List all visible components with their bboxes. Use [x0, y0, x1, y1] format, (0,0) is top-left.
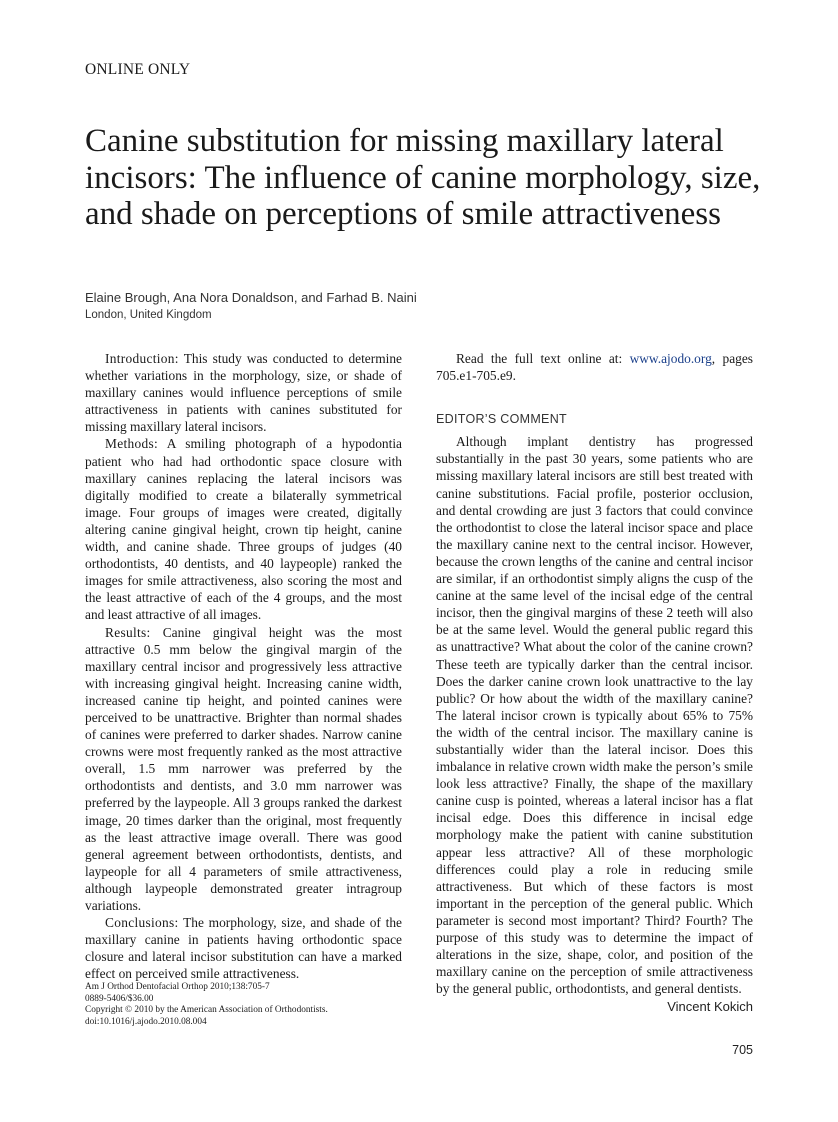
editor-signature: Vincent Kokich — [667, 999, 753, 1015]
abstract — [85, 350, 402, 982]
copyright: Copyright © 2010 by the American Association of Orthodontists. — [85, 1005, 328, 1016]
abstract-conclusions — [85, 914, 402, 982]
doi: doi:10.1016/j.ajodo.2010.08.004 — [85, 1016, 207, 1027]
issn: 0889-5406/$36.00 — [85, 993, 154, 1004]
article-title: Canine substitution for missing maxillary lateral incisors: The influence of canine morphology, size, and shade on perceptions of smile attractiveness — [85, 123, 761, 232]
citation: Am J Orthod Dentofacial Orthop 2010;138:705-7 — [85, 982, 270, 992]
section-label: ONLINE ONLY — [85, 61, 191, 78]
abstract-methods — [85, 435, 402, 623]
abstract-introduction — [85, 350, 402, 435]
editors-comment-body: Although implant dentistry has progressed substantially in the past 30 years, some patients who are missing maxillary lateral incisors are still best treated with canine substitutions. Facial profile, posterior occlusion, and dental crowding are just 3 factors that could convince the orthodontist to close the lateral incisor space and place the maxillary canine next to the central incisor. However, because the crown lengths of the canine and central incisor are similar, if an orthodontist simply aligns the cusp of the canine at the same level of the incisal edge of the central incisor, then the gingival margins of these 2 teeth will also be at the same level. Would the general public regard this as unattractive? What about the color of the canine crown? These teeth are typically darker than the central incisor. Does the darker canine crown look unattractive to the lay public? Or how about the width of the maxillary canine? The lateral incisor crown is typically about 65% to 75% the width of the central incisor. The maxillary canine is substantially wider than the lateral incisor. Does this imbalance in relative crown width make the person’s smile look less attractive? Finally, the shape of the maxillary canine cusp is pointed, whereas a lateral incisor has a flat incisal edge. Does this difference in incisal edge morphology make the patient with canine substitution appear less attractive? All of these morphologic differences could play a role in reducing smile attractiveness. But which of these factors is most important in the perception of the general public. Which parameter is second most important? Third? Fourth? The purpose of this study was to determine the impact of alterations in the size, shape, color, and position of the maxillary canine on the perception of smile attractiveness by the general public, orthodontists, and general dentists. — [436, 434, 753, 997]
read-full-prefix: Read the full text online at: — [456, 351, 630, 366]
authors: Elaine Brough, Ana Nora Donaldson, and Farhad B. Naini — [85, 290, 417, 305]
abstract-results — [85, 624, 402, 915]
abstract-label-introduction: Introduction: — [105, 351, 179, 366]
page-number: 705 — [732, 1043, 753, 1057]
affiliation: London, United Kingdom — [85, 309, 212, 321]
abstract-text-methods: A smiling photograph of a hypodontia patient who had had orthodontic space closure with maxillary canines replacing the lateral incisors was digitally modified to create a bilaterally symmetrical image. Four groups of images were created, digitally altering canine gingival height, crown tip height, canine width, and canine shade. Three groups of judges (40 orthodontists, 40 dentists, and 40 laypeople) ranked the images for smile attractiveness, also scoring the most and the least attractive of each of the 4 groups, and the most and least attractive of all images. — [85, 436, 402, 623]
editors-comment-heading: EDITOR’S COMMENT — [436, 412, 567, 427]
abstract-label-conclusions: Conclusions: — [105, 915, 179, 931]
abstract-text-introduction: This study was conducted to determine whether variations in the morphology, size, or shade of maxillary canines would influence perceptions of smile attractiveness in patients with canines substituted for missing maxillary lateral incisors. — [85, 351, 402, 435]
read-full-text — [436, 350, 753, 384]
abstract-label-methods: Methods: — [105, 436, 158, 452]
journal-link[interactable]: www.ajodo.org — [629, 351, 712, 366]
abstract-text-conclusions: The morphology, size, and shade of the maxillary canine in patients having orthodontic space closure and lateral incisor substitution can have a marked effect on perceived smile attractiveness. — [85, 915, 402, 982]
read-full-suffix: , pages 705.e1-705.e9. — [436, 351, 753, 384]
footnote — [85, 982, 405, 1028]
abstract-text-results: Canine gingival height was the most attractive 0.5 mm below the gingival margin of the maxillary central incisor and progressively less attractive with increasing gingival height. Increasing canine width, increased canine tip height, and pointed canines were perceived to be unattractive. Brighter than normal shades of canines were preferred to darker shades. Narrow canine crowns were most frequently ranked as the most attractive overall, 1.5 mm narrower was preferred by the orthodontists and dentists, and 3.0 mm narrower was preferred by the laypeople. All 3 groups ranked the darkest image, 20 times darker than the original, most frequently as the least attractive image overall. There was good general agreement between orthodontists, dentists, and laypeople for all 4 parameters of smile attractiveness, although laypeople demonstrated greater intragroup variations. — [85, 624, 402, 913]
abstract-label-results: Results: — [105, 624, 151, 640]
right-column — [436, 350, 753, 1015]
